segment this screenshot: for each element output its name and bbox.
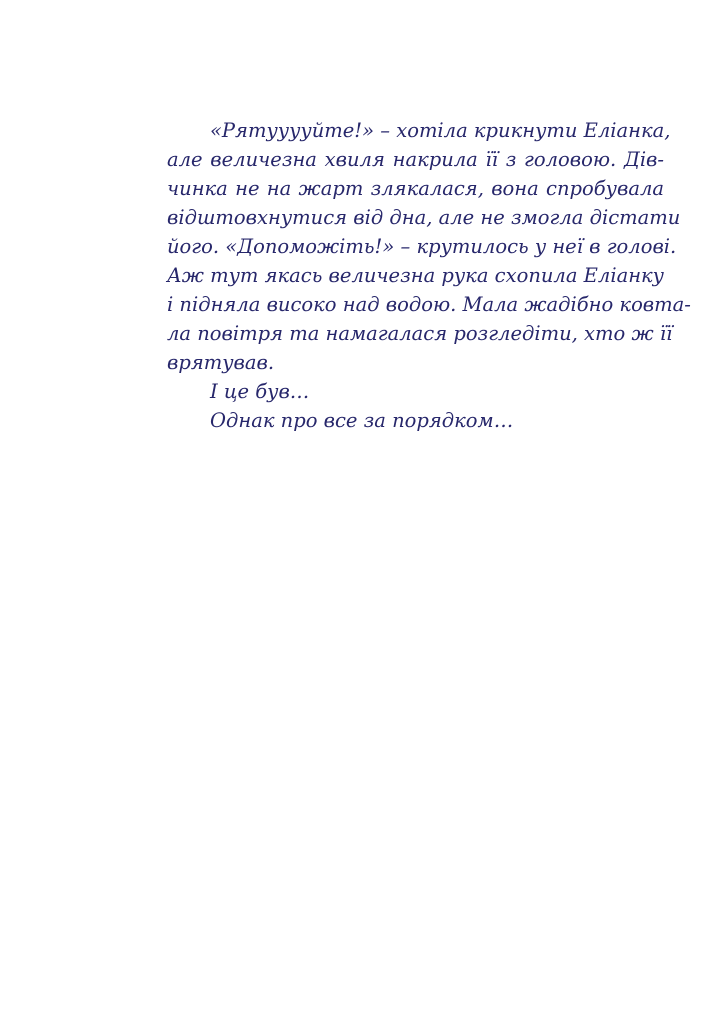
story-text — [167, 116, 691, 435]
text-line: І це був… — [210, 380, 310, 403]
text-line: але величезна хвиля накрила її з головою. Дів- — [167, 148, 664, 171]
text-line: Аж тут якась величезна рука схопила Еліанку — [167, 264, 664, 287]
text-line: чинка не на жарт злякалася, вона спробувала — [167, 177, 664, 200]
text-line: врятував. — [167, 351, 275, 374]
text-line: і підняла високо над водою. Мала жадібно ковта- — [167, 293, 691, 316]
text-line: ла повітря та намагалася розгледіти, хто ж її — [167, 322, 673, 345]
text-line: Однак про все за порядком… — [210, 409, 514, 432]
text-line: «Рятууууйте!» – хотіла крикнути Еліанка, — [210, 119, 671, 142]
text-line: його. «Допоможіть!» – крутилось у неї в голові. — [167, 235, 677, 258]
text-line: відштовхнутися від дна, але не змогла дістати — [167, 206, 681, 229]
